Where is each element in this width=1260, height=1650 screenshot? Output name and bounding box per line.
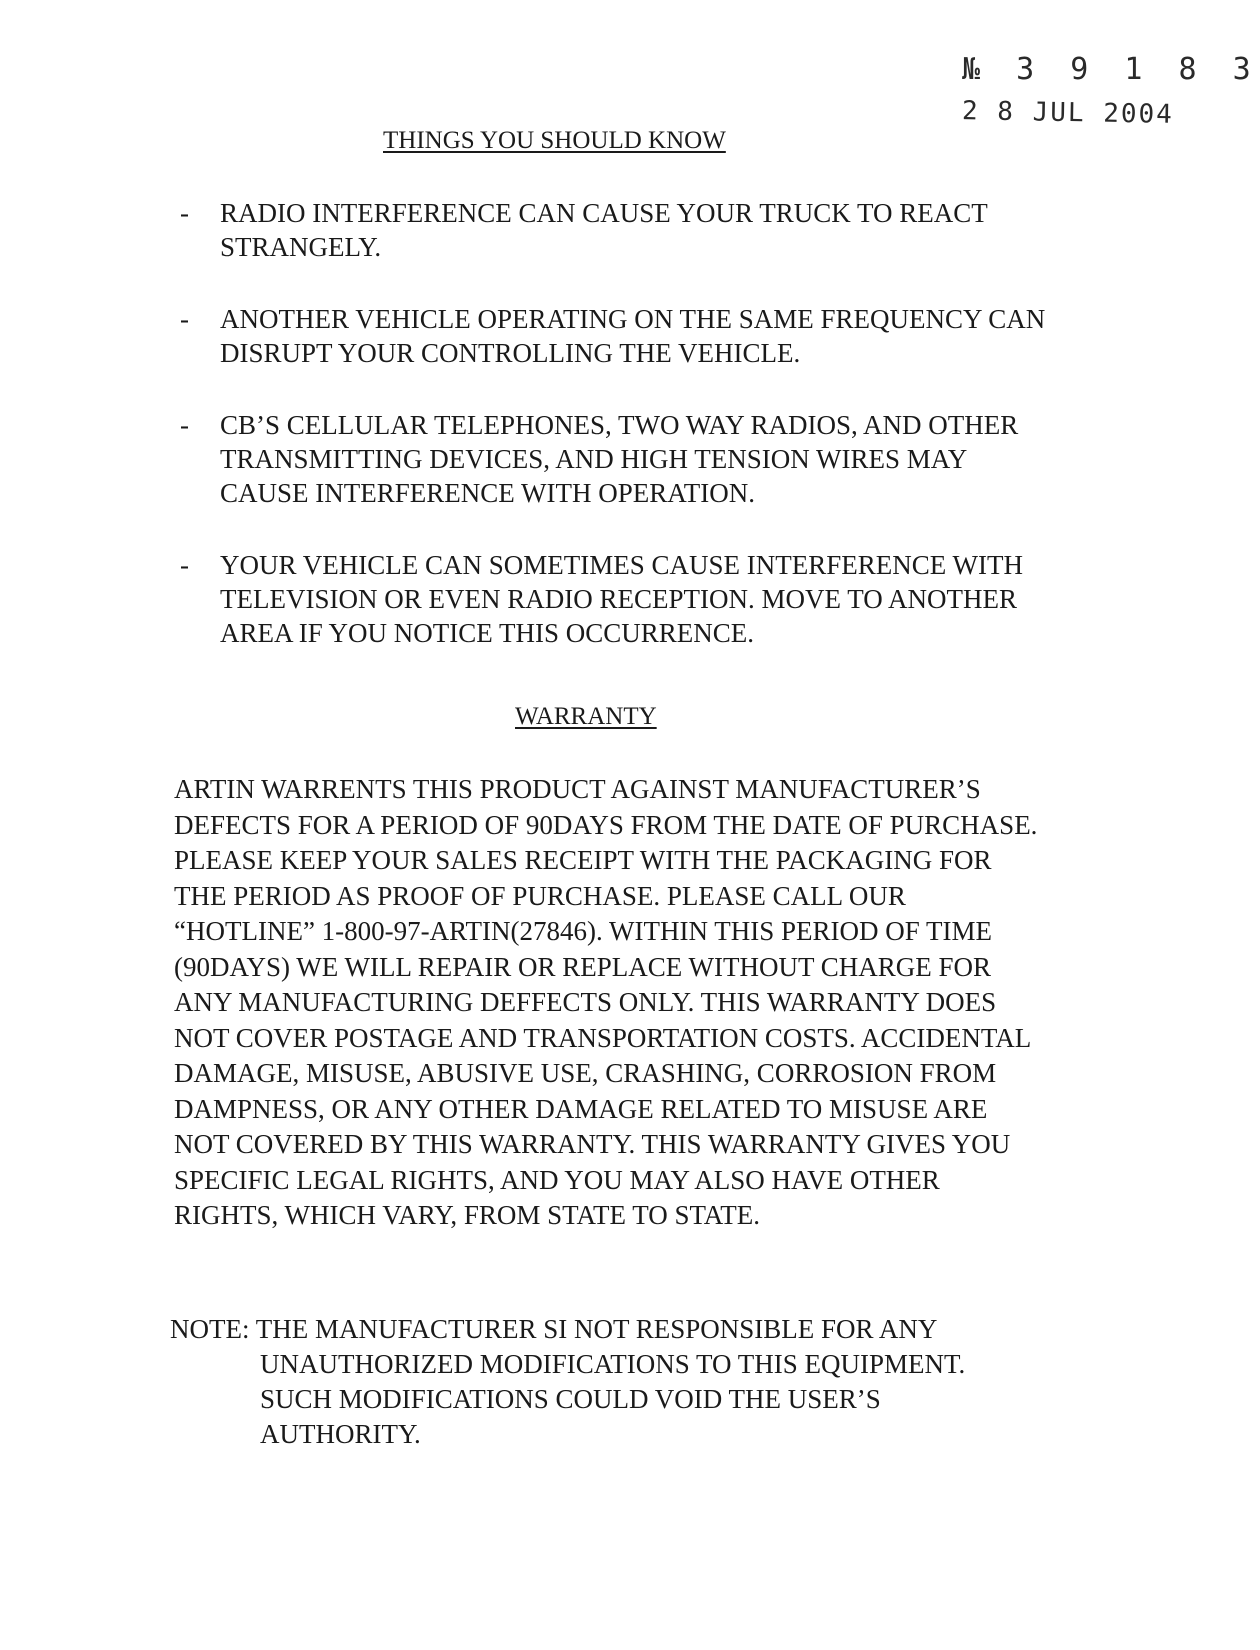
warranty-line: DAMAGE, MISUSE, ABUSIVE USE, CRASHING, CORROSION FROM xyxy=(174,1058,997,1088)
bullet-dash: - xyxy=(180,198,189,228)
bullet-line: TRANSMITTING DEVICES, AND HIGH TENSION WIRES MAY xyxy=(220,444,968,474)
warranty-paragraph xyxy=(174,772,1134,1234)
manufacturer-note xyxy=(170,1312,1130,1452)
warranty-line: (90DAYS) WE WILL REPAIR OR REPLACE WITHOUT CHARGE FOR xyxy=(174,951,992,982)
document-stamp xyxy=(961,52,1260,130)
note-line: AUTHORITY. xyxy=(260,1419,421,1449)
warranty-line: “HOTLINE” 1-800-97-ARTIN(27846). WITHIN THIS PERIOD OF TIME xyxy=(174,916,993,946)
bullet-line: ANOTHER VEHICLE OPERATING ON THE SAME FREQUENCY CAN xyxy=(220,304,1046,334)
notice-bullet-list xyxy=(180,196,1140,688)
warranty-line: NOT COVERED BY THIS WARRANTY. THIS WARRANTY GIVES YOU xyxy=(174,1129,1011,1159)
bullet-line: CB’S CELLULAR TELEPHONES, TWO WAY RADIOS, AND OTHER xyxy=(220,410,1019,440)
bullet-line: CAUSE INTERFERENCE WITH OPERATION. xyxy=(220,478,755,508)
warranty-line: NOT COVER POSTAGE AND TRANSPORTATION COSTS. ACCIDENTAL xyxy=(174,1022,1032,1053)
stamp-number: № 3 9 1 8 3 xyxy=(962,52,1260,87)
warranty-line: RIGHTS, WHICH VARY, FROM STATE TO STATE. xyxy=(174,1200,761,1230)
warranty-line: DAMPNESS, OR ANY OTHER DAMAGE RELATED TO MISUSE ARE xyxy=(174,1093,988,1124)
stamp-date: 2 8 JUL 2004 xyxy=(961,96,1175,130)
warranty-line: ARTIN WARRENTS THIS PRODUCT AGAINST MANUFACTURER’S xyxy=(174,774,981,804)
bullet-item-transmitting-devices xyxy=(180,408,1140,510)
note-first-line: NOTE: THE MANUFACTURER SI NOT RESPONSIBLE FOR ANY xyxy=(170,1314,938,1344)
bullet-line: DISRUPT YOUR CONTROLLING THE VEHICLE. xyxy=(220,338,801,368)
note-line: SUCH MODIFICATIONS COULD VOID THE USER’S xyxy=(260,1384,881,1414)
bullet-item-tv-interference xyxy=(180,548,1140,650)
warranty-line: SPECIFIC LEGAL RIGHTS, AND YOU MAY ALSO HAVE OTHER xyxy=(174,1164,940,1195)
bullet-dash: - xyxy=(180,410,189,440)
note-line: UNAUTHORIZED MODIFICATIONS TO THIS EQUIPMENT. xyxy=(260,1349,966,1379)
things-you-should-know-heading: THINGS YOU SHOULD KNOW xyxy=(383,127,726,154)
bullet-line: STRANGELY. xyxy=(220,232,382,262)
bullet-line: TELEVISION OR EVEN RADIO RECEPTION. MOVE TO ANOTHER xyxy=(220,584,1017,614)
warranty-line: PLEASE KEEP YOUR SALES RECEIPT WITH THE PACKAGING FOR xyxy=(174,845,992,875)
warranty-line: THE PERIOD AS PROOF OF PURCHASE. PLEASE CALL OUR xyxy=(174,880,906,911)
bullet-line: AREA IF YOU NOTICE THIS OCCURRENCE. xyxy=(220,618,755,648)
warranty-line: ANY MANUFACTURING DEFFECTS ONLY. THIS WARRANTY DOES xyxy=(174,987,997,1017)
bullet-line: YOUR VEHICLE CAN SOMETIMES CAUSE INTERFERENCE WITH xyxy=(220,550,1023,580)
bullet-item-same-frequency xyxy=(180,302,1140,370)
bullet-dash: - xyxy=(180,550,189,580)
bullet-item-radio-interference xyxy=(180,196,1140,264)
bullet-line: RADIO INTERFERENCE CAN CAUSE YOUR TRUCK TO REACT xyxy=(220,198,988,228)
bullet-dash: - xyxy=(180,304,189,334)
warranty-line: DEFECTS FOR A PERIOD OF 90DAYS FROM THE DATE OF PURCHASE. xyxy=(174,809,1038,840)
warranty-heading: WARRANTY xyxy=(515,703,657,730)
